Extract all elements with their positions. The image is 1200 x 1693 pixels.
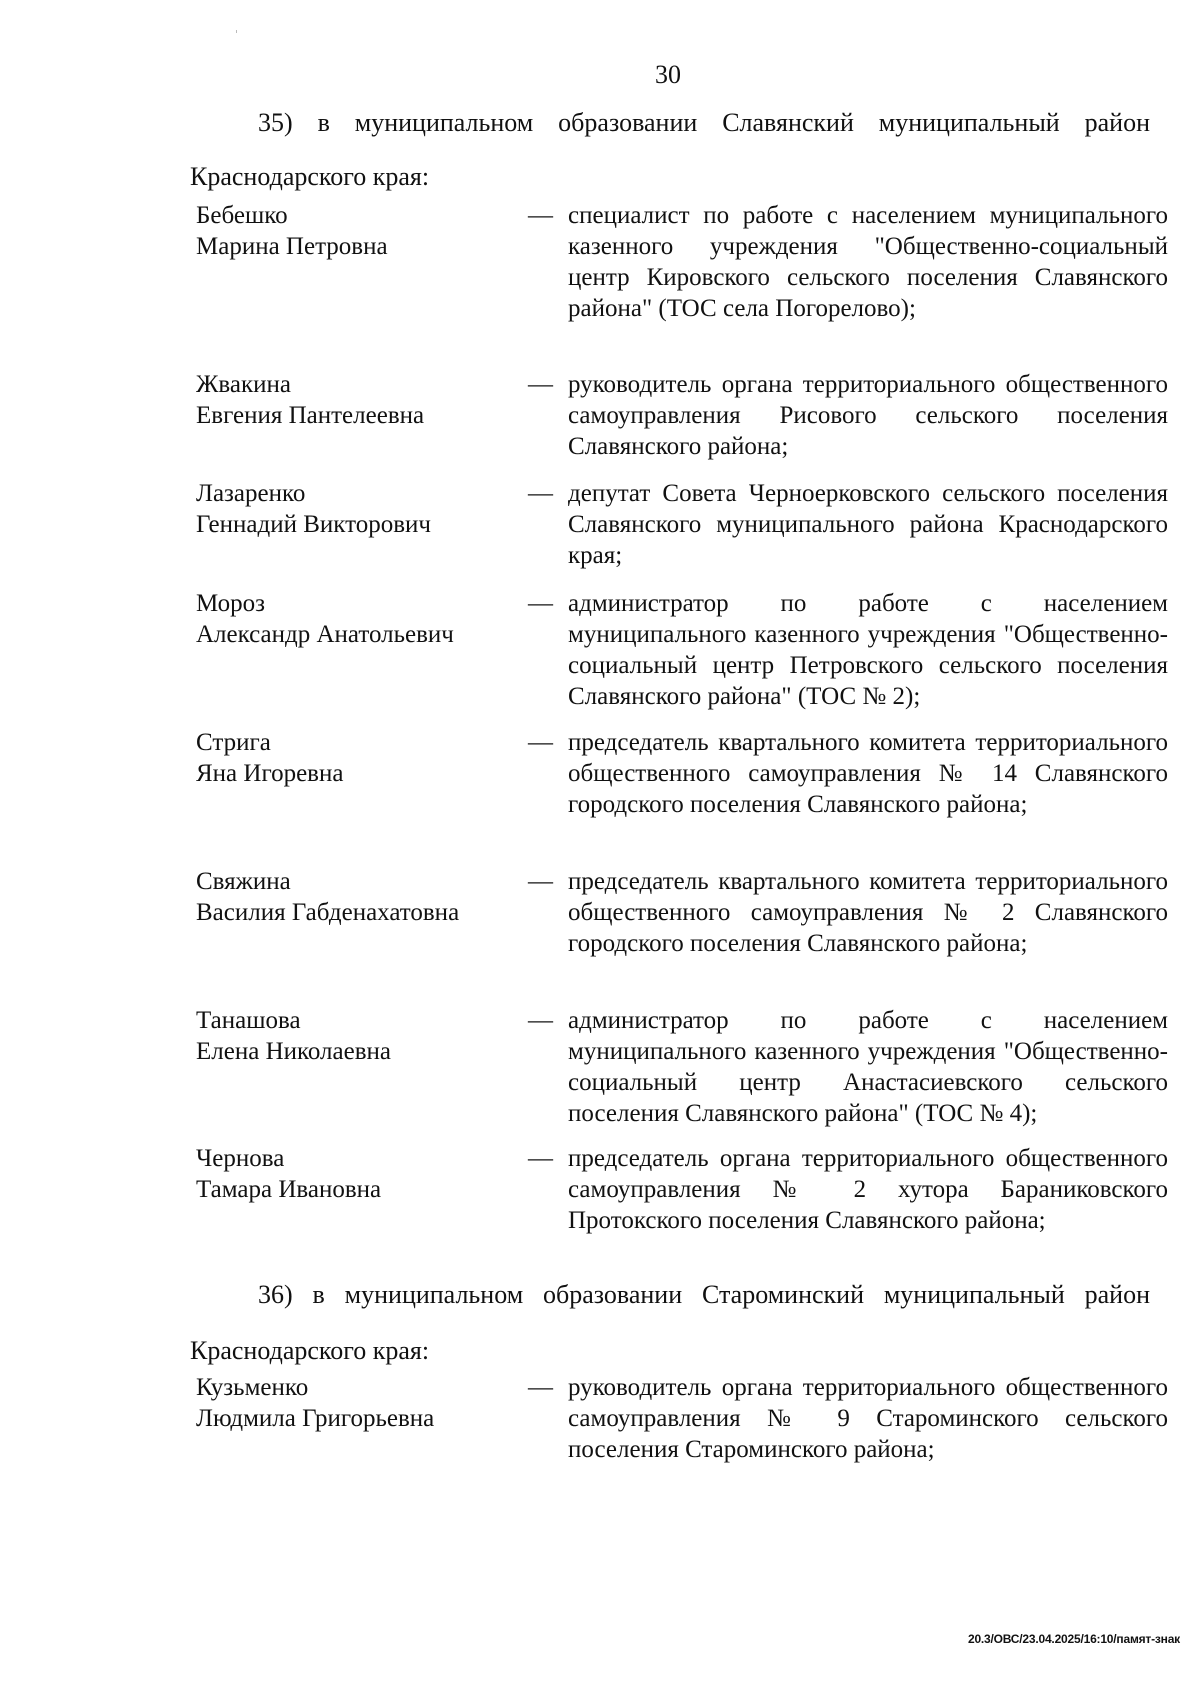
person-position: администратор по работе с населением муниципального казенного учреждения "Общественно-социальный центр Анастасиевского сельского поселения Славянского района" (ТОС № 4); bbox=[568, 1007, 1168, 1127]
person-name bbox=[196, 588, 526, 650]
scan-mark bbox=[236, 30, 237, 33]
person-position: председатель органа территориального общественного самоуправления № 2 хутора Бараниковского Протокского поселения Славянского района; bbox=[568, 1145, 1168, 1234]
person-position: администратор по работе с населением муниципального казенного учреждения "Общественно-социальный центр Петровского сельского поселения Славянского района" (ТОС № 2); bbox=[568, 590, 1168, 710]
person-name bbox=[196, 866, 526, 928]
person-position: руководитель органа территориального общественного самоуправления Рисового сельского поселения Славянского района; bbox=[568, 371, 1168, 460]
person-name bbox=[196, 200, 526, 262]
person-position: специалист по работе с населением муниципального казенного учреждения "Общественно-социальный центр Кировского сельского поселения Славянского района" (ТОС села Погорелово); bbox=[568, 202, 1168, 322]
entry-dash: — bbox=[528, 1145, 553, 1172]
person-surname: Чернова bbox=[196, 1145, 285, 1172]
section-heading-line: 35) в муниципальном образовании Славянский муниципальный район bbox=[258, 108, 1150, 137]
section-heading-35 bbox=[190, 106, 1150, 194]
person-surname: Жвакина bbox=[196, 371, 291, 398]
section-heading-region: Краснодарского края: bbox=[190, 162, 430, 191]
person-name bbox=[196, 369, 526, 431]
person-surname: Кузьменко bbox=[196, 1374, 309, 1401]
person-surname: Мороз bbox=[196, 590, 265, 617]
person-given-name: Людмила Григорьевна bbox=[196, 1405, 435, 1432]
section-heading-region: Краснодарского края: bbox=[190, 1336, 430, 1365]
entry-dash: — bbox=[528, 1374, 553, 1401]
entry-dash: — bbox=[528, 729, 553, 756]
person-position: председатель квартального комитета территориального общественного самоуправления № 2 Славянского городского поселения Славянского района; bbox=[568, 868, 1168, 957]
person-position: руководитель органа территориального общественного самоуправления № 9 Староминского сельского поселения Староминского района; bbox=[568, 1374, 1168, 1463]
person-name bbox=[196, 478, 526, 540]
person-name bbox=[196, 1143, 526, 1205]
entry-dash: — bbox=[528, 868, 553, 895]
person-name bbox=[196, 1005, 526, 1067]
person-given-name: Яна Игоревна bbox=[196, 760, 344, 787]
person-given-name: Василия Габденахатовна bbox=[196, 899, 460, 926]
person-surname: Свяжина bbox=[196, 868, 291, 895]
person-position: депутат Совета Черноерковского сельского поселения Славянского муниципального района Краснодарского края; bbox=[568, 480, 1168, 569]
person-given-name: Геннадий Викторович bbox=[196, 511, 431, 538]
page-number: 30 bbox=[655, 60, 681, 89]
person-given-name: Александр Анатольевич bbox=[196, 621, 454, 648]
section-heading-line: 36) в муниципальном образовании Староминский муниципальный район bbox=[258, 1280, 1150, 1309]
document-registration-code: 20.3/ОВС/23.04.2025/16:10/памят-знак bbox=[967, 1632, 1180, 1646]
person-position: председатель квартального комитета территориального общественного самоуправления № 14 Славянского городского поселения Славянского района; bbox=[568, 729, 1168, 818]
person-surname: Лазаренко bbox=[196, 480, 306, 507]
person-given-name: Елена Николаевна bbox=[196, 1038, 391, 1065]
person-name bbox=[196, 1372, 526, 1434]
person-surname: Танашова bbox=[196, 1007, 301, 1034]
section-heading-36 bbox=[190, 1278, 1150, 1368]
person-given-name: Евгения Пантелеевна bbox=[196, 402, 425, 429]
person-given-name: Тамара Ивановна bbox=[196, 1176, 382, 1203]
person-surname: Стрига bbox=[196, 729, 271, 756]
entry-dash: — bbox=[528, 1007, 553, 1034]
person-surname: Бебешко bbox=[196, 202, 288, 229]
person-name bbox=[196, 727, 526, 789]
person-given-name: Марина Петровна bbox=[196, 233, 388, 260]
entry-dash: — bbox=[528, 480, 553, 507]
entry-dash: — bbox=[528, 590, 553, 617]
entry-dash: — bbox=[528, 202, 553, 229]
entry-dash: — bbox=[528, 371, 553, 398]
